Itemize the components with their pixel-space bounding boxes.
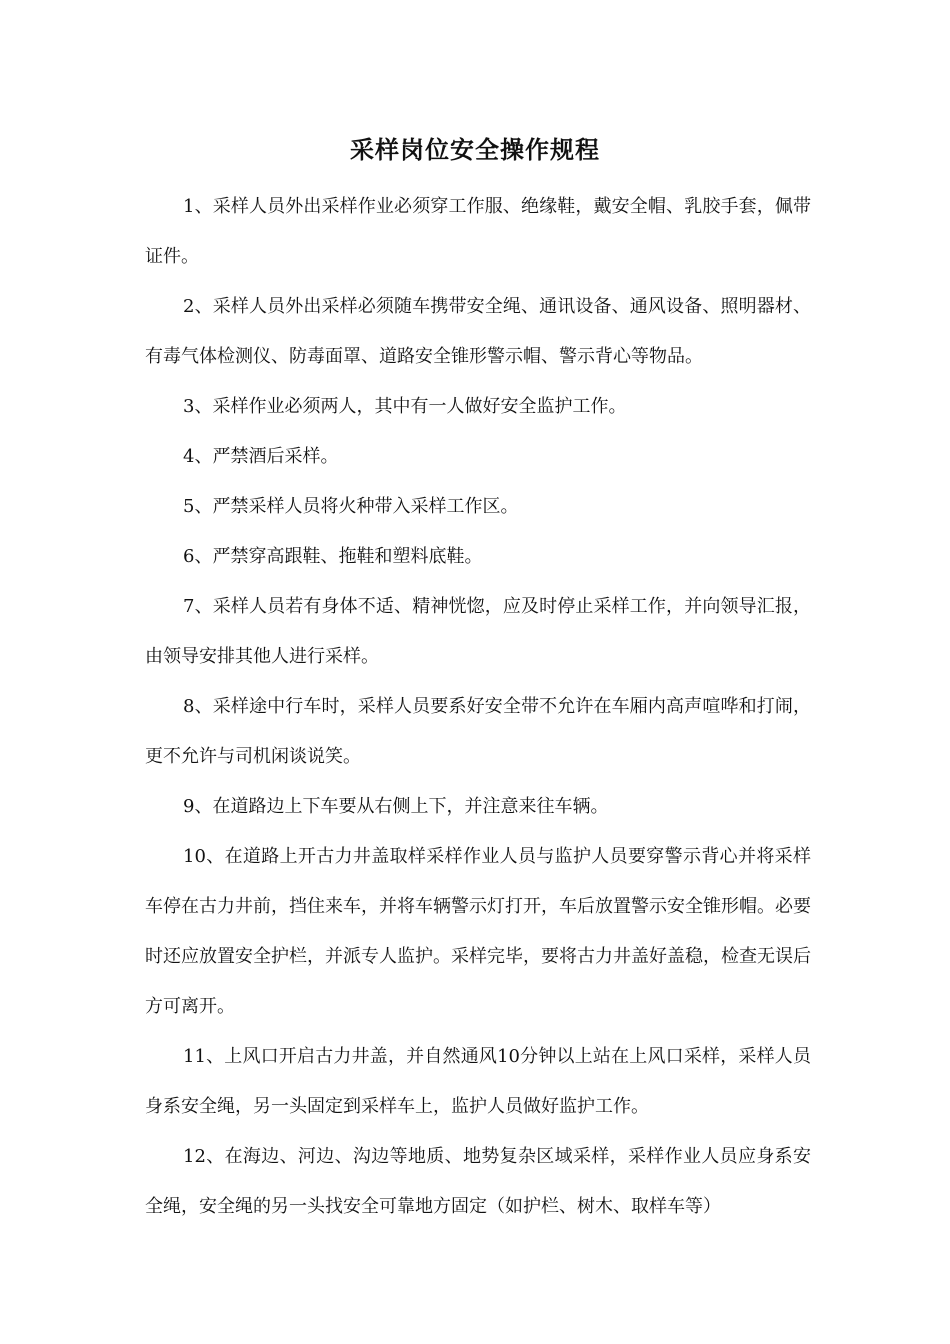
paragraph-9: 9、在道路边上下车要从右侧上下，并注意来往车辆。	[183, 796, 609, 817]
paragraph-2: 2、采样人员外出采样必须随车携带安全绳、通讯设备、通风设备、照明器材、有毒气体检测仪、防毒面罩、道路安全锥形警示帽、警示背心等物品。	[145, 296, 811, 367]
document-title: 采样岗位安全操作规程	[350, 135, 600, 164]
document-body	[145, 182, 811, 1232]
paragraph-4: 4、严禁酒后采样。	[183, 446, 339, 467]
paragraph-8: 8、采样途中行车时，采样人员要系好安全带不允许在车厢内高声喧哗和打闹，更不允许与司机闲谈说笑。	[145, 696, 811, 767]
paragraph-12: 12、在海边、河边、沟边等地质、地势复杂区域采样，采样作业人员应身系安全绳，安全绳的另一头找安全可靠地方固定（如护栏、树木、取样车等）	[145, 1146, 811, 1217]
paragraph-6: 6、严禁穿高跟鞋、拖鞋和塑料底鞋。	[183, 546, 483, 567]
paragraph-3: 3、采样作业必须两人，其中有一人做好安全监护工作。	[183, 396, 627, 417]
paragraph-11: 11、上风口开启古力井盖，并自然通风10分钟以上站在上风口采样，采样人员身系安全绳，另一头固定到采样车上，监护人员做好监护工作。	[145, 1046, 811, 1117]
paragraph-5: 5、严禁采样人员将火种带入采样工作区。	[183, 496, 519, 517]
paragraph-10: 10、在道路上开古力井盖取样采样作业人员与监护人员要穿警示背心并将采样车停在古力井前，挡住来车，并将车辆警示灯打开，车后放置警示安全锥形帽。必要时还应放置安全护栏，并派专人监护。采样完毕，要将古力井盖好盖稳，检查无误后方可离开。	[145, 846, 811, 1017]
paragraph-1: 1、采样人员外出采样作业必须穿工作服、绝缘鞋，戴安全帽、乳胶手套，佩带证件。	[145, 196, 811, 267]
paragraph-7: 7、采样人员若有身体不适、精神恍惚，应及时停止采样工作，并向领导汇报，由领导安排其他人进行采样。	[145, 596, 811, 667]
